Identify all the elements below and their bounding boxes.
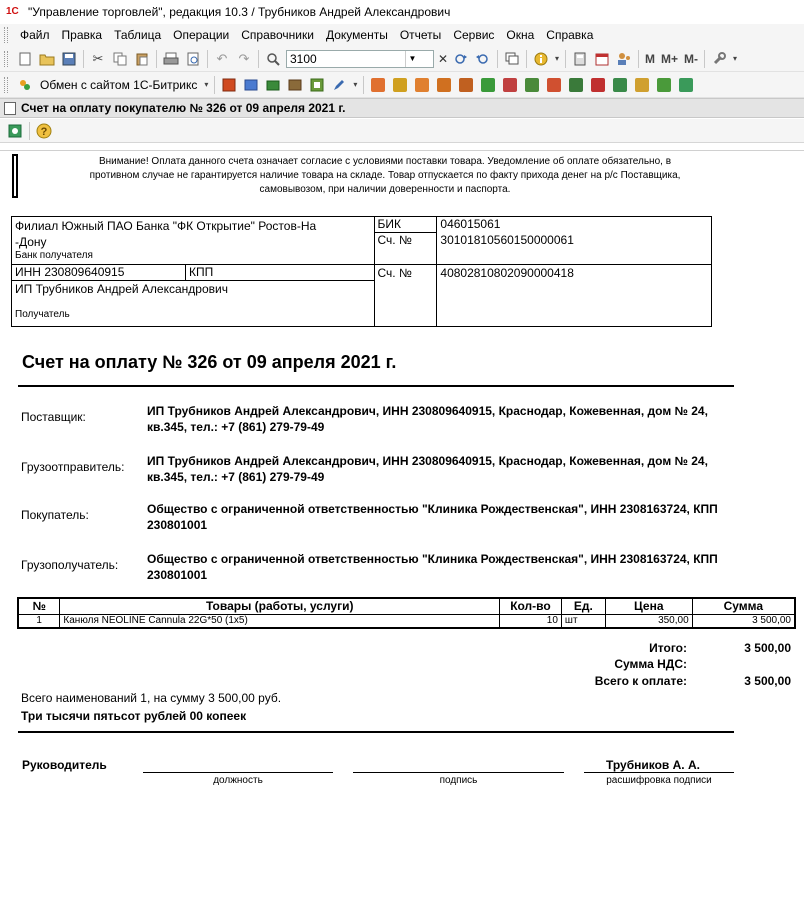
doc-icon-8[interactable]	[521, 74, 543, 96]
recipient-cell	[12, 265, 375, 327]
toolbar-separator	[156, 50, 157, 68]
signature-caption: подпись	[439, 775, 478, 786]
supplier-label: Поставщик:	[21, 410, 86, 424]
info-icon[interactable]	[530, 48, 552, 70]
inn-field	[12, 265, 186, 280]
undo-icon[interactable]: ↶	[216, 50, 228, 66]
menu-service[interactable]: Сервис	[453, 28, 495, 42]
menu-windows[interactable]: Окна	[506, 28, 535, 42]
paste-icon[interactable]	[131, 48, 153, 70]
memory-plus-button[interactable]: M+	[661, 51, 679, 66]
menu-bar	[0, 24, 804, 46]
open-folder-icon[interactable]	[36, 48, 58, 70]
buyer-label: Покупатель:	[21, 508, 89, 522]
col-header-name: Товары (работы, услуги)	[60, 598, 500, 614]
invoice-journal-icon[interactable]	[240, 74, 262, 96]
doc-icon-15[interactable]	[675, 74, 697, 96]
menu-table[interactable]: Таблица	[114, 28, 162, 42]
save-icon[interactable]	[58, 48, 80, 70]
vat-label: Сумма НДС:	[614, 657, 687, 671]
position-line	[143, 772, 333, 773]
bank-name-cell	[12, 217, 375, 265]
menu-file[interactable]: Файл	[20, 28, 50, 42]
buyer-value: Общество с ограниченной ответственностью "Клиника Рождественская", ИНН 2308163724, КПП 230801001	[147, 502, 718, 532]
decoding-line	[584, 772, 734, 773]
menu-operations[interactable]: Операции	[173, 28, 230, 42]
doc-icon-11[interactable]	[587, 74, 609, 96]
col-header-sum: Сумма	[692, 598, 795, 614]
total-value: 3 500,00	[744, 641, 791, 655]
invoice-title: Счет на оплату № 326 от 09 апреля 2021 г.	[22, 352, 397, 372]
svg-text:?: ?	[40, 125, 48, 138]
new-document-icon[interactable]	[14, 48, 36, 70]
windows-list-icon[interactable]	[501, 48, 523, 70]
redo-icon[interactable]: ↷	[238, 50, 250, 66]
print-preview-icon[interactable]	[182, 48, 204, 70]
toolbar-separator	[638, 50, 639, 68]
row-sum: 3 500,00	[692, 614, 795, 628]
consignee-row	[21, 551, 741, 591]
total-label: Итого:	[649, 641, 687, 655]
doc-icon-13[interactable]	[631, 74, 653, 96]
director-name: Трубников А. А.	[606, 758, 700, 772]
consignee-value: Общество с ограниченной ответственностью "Клиника Рождественская", ИНН 2308163724, КПП 230801001	[147, 552, 718, 582]
toolbar-separator	[526, 50, 527, 68]
toolbar-separator	[207, 50, 208, 68]
position-caption: должность	[213, 775, 263, 786]
calendar-icon[interactable]	[591, 48, 613, 70]
toolbar-separator	[704, 50, 705, 68]
memory-minus-button[interactable]: M-	[684, 51, 699, 66]
bitrix-exchange-icon	[14, 74, 36, 96]
col-header-unit: Ед.	[561, 598, 605, 614]
total-due-value: 3 500,00	[744, 674, 791, 688]
memory-button[interactable]: M	[645, 51, 655, 66]
account-value-cell: 40802810802090000418	[437, 265, 712, 327]
doc-icon-4[interactable]	[433, 74, 455, 96]
toolbar-grip[interactable]	[4, 27, 8, 43]
users-icon[interactable]	[613, 48, 635, 70]
account-label-cell: Сч. №	[374, 265, 437, 327]
bik-value-cell	[437, 217, 712, 265]
kpp-field	[186, 265, 216, 280]
goods-table	[17, 597, 796, 629]
row-name: Канюля NEOLINE Cannula 22G*50 (1х5)	[60, 614, 500, 628]
doc-icon-6[interactable]	[477, 74, 499, 96]
items-count-line: Всего наименований 1, на сумму 3 500,00 руб.	[21, 691, 282, 705]
bik-label-cell	[374, 217, 437, 265]
toolbar-separator	[214, 76, 215, 94]
toolbar-separator	[497, 50, 498, 68]
bank-name-line2: -Дону	[15, 235, 47, 249]
doc-icon-5[interactable]	[455, 74, 477, 96]
doc-icon-3[interactable]	[411, 74, 433, 96]
find-prev-icon[interactable]	[472, 48, 494, 70]
help-icon[interactable]	[33, 120, 55, 142]
shipper-label: Грузоотправитель:	[21, 460, 125, 474]
row-price: 350,00	[605, 614, 692, 628]
find-next-icon[interactable]	[450, 48, 472, 70]
receipts-journal-icon[interactable]	[262, 74, 284, 96]
inn-value: 230809640915	[44, 265, 125, 279]
bank-name-line1: Филиал Южный ПАО Банка "ФК Открытие" Ростов-На	[15, 219, 317, 233]
shipper-value: ИП Трубников Андрей Александрович, ИНН 230809640915, Краснодар, Кожевенная, дом № 24, кв.345, тел.: +7 (861) 279-79-49	[147, 454, 708, 484]
sales-journal-icon[interactable]	[284, 74, 306, 96]
copy-icon[interactable]	[109, 48, 131, 70]
document-icon	[4, 102, 16, 115]
search-input[interactable]	[287, 52, 405, 66]
toolbar-separator	[258, 50, 259, 68]
orders-journal-icon[interactable]	[218, 74, 240, 96]
title-divider	[18, 385, 734, 387]
chevron-down-icon[interactable]: ▾	[733, 54, 738, 63]
toolbar-grip[interactable]	[4, 51, 8, 67]
toolbar-separator	[565, 50, 566, 68]
col-header-price: Цена	[605, 598, 692, 614]
window-title: "Управление торговлей", редакция 10.3 / Трубников Андрей Александрович	[28, 5, 451, 19]
bik-value: 046015061	[440, 217, 501, 231]
doc-icon-14[interactable]	[653, 74, 675, 96]
col-header-qty: Кол-во	[500, 598, 562, 614]
supplier-value: ИП Трубников Андрей Александрович, ИНН 230809640915, Краснодар, Кожевенная, дом № 24, кв.345, тел.: +7 (861) 279-79-49	[147, 404, 708, 434]
menu-documents[interactable]: Документы	[325, 28, 388, 42]
document-top-line	[0, 150, 804, 151]
calculator-icon[interactable]	[569, 48, 591, 70]
cursor-cell-marker[interactable]	[12, 154, 18, 198]
print-icon[interactable]	[160, 48, 182, 70]
doc-icon-9[interactable]	[543, 74, 565, 96]
buyer-row	[21, 501, 741, 541]
menu-reports[interactable]: Отчеты	[399, 28, 442, 42]
bank-details-table	[11, 216, 712, 327]
doc-icon-2[interactable]	[389, 74, 411, 96]
doc-icon-7[interactable]	[499, 74, 521, 96]
menu-edit[interactable]: Правка	[61, 28, 103, 42]
chevron-down-icon[interactable]: ▾	[204, 80, 209, 89]
toolbar-separator	[363, 76, 364, 94]
chevron-down-icon[interactable]: ▾	[353, 80, 358, 89]
corr-account-value: 30101810560150000061	[440, 233, 574, 247]
summary-divider	[18, 731, 734, 733]
document-toolbar	[0, 119, 804, 143]
standard-toolbar	[0, 46, 804, 72]
menu-help[interactable]: Справка	[546, 28, 594, 42]
row-qty: 10	[500, 614, 562, 628]
doc-icon-12[interactable]	[609, 74, 631, 96]
window-titlebar	[0, 0, 804, 24]
edit-pen-icon[interactable]	[328, 74, 350, 96]
toolbar-separator	[83, 50, 84, 68]
document-window-title: Счет на оплату покупателю № 326 от 09 апреля 2021 г.	[21, 101, 346, 115]
exchange-bitrix-button[interactable]: Обмен с сайтом 1С-Битрикс	[40, 77, 198, 92]
wrench-icon[interactable]	[708, 48, 730, 70]
decoding-caption: расшифровка подписи	[606, 775, 712, 786]
chevron-down-icon[interactable]: ▼	[405, 51, 419, 67]
col-header-num: №	[18, 598, 60, 614]
row-unit: шт	[561, 614, 605, 628]
shipper-row	[21, 453, 741, 493]
total-due-label: Всего к оплате:	[594, 674, 687, 688]
recipient-name: ИП Трубников Андрей Александрович	[15, 282, 228, 296]
trade-toolbar	[0, 72, 804, 98]
bank-caption: Банк получателя	[15, 250, 93, 261]
doc-icon-10[interactable]	[565, 74, 587, 96]
cut-icon[interactable]: ✂	[92, 50, 104, 66]
table-row	[18, 614, 795, 628]
toolbar-separator	[29, 122, 30, 140]
search-icon	[262, 48, 284, 70]
clear-search-icon[interactable]: ✕	[437, 51, 449, 66]
chevron-down-icon[interactable]: ▾	[554, 54, 559, 63]
invoice-document	[0, 144, 804, 810]
save-copy-icon[interactable]	[4, 120, 26, 142]
app-logo-icon: 1С	[6, 6, 19, 17]
menu-references[interactable]: Справочники	[241, 28, 314, 42]
supplier-row	[21, 403, 741, 443]
consignee-label: Грузополучатель:	[21, 558, 119, 572]
goods-catalog-icon[interactable]	[306, 74, 328, 96]
search-combobox[interactable]	[286, 50, 434, 68]
document-window-header	[0, 98, 804, 118]
inn-label: ИНН	[15, 265, 41, 279]
director-label: Руководитель	[22, 758, 107, 772]
signature-line	[353, 772, 564, 773]
kpp-label: КПП	[189, 265, 214, 279]
recipient-caption: Получатель	[15, 309, 70, 320]
doc-icon-1[interactable]	[367, 74, 389, 96]
row-num: 1	[18, 614, 60, 628]
bik-label: БИК	[375, 217, 437, 233]
toolbar-grip[interactable]	[4, 77, 8, 93]
corr-account-label: Сч. №	[377, 233, 412, 247]
payment-notice: Внимание! Оплата данного счета означает согласие с условиями поставки товара. Уведомление об оплате обязательно, в противном случае не гарантируется наличие товара на складе. Товар отпускается по факту прихода денег на р/с Поставщика, самовывозом, при наличии доверенности и паспорта.	[89, 156, 681, 195]
amount-in-words: Три тысячи пятьсот рублей 00 копеек	[21, 709, 247, 723]
